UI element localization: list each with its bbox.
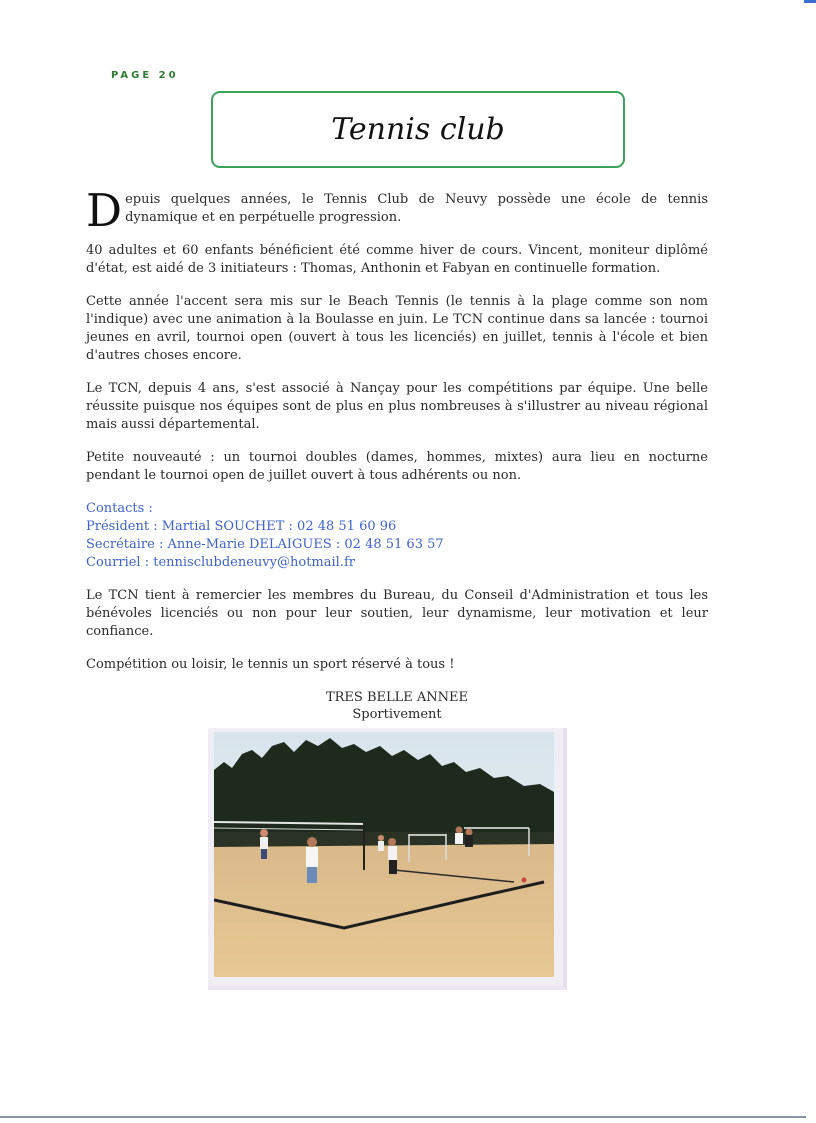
intro-text: epuis quelques années, le Tennis Club de Neuvy possède une école de tennis dynamique et en perpétuelle progression.	[125, 192, 708, 225]
drop-cap: D	[86, 184, 123, 237]
paragraph-beach-tennis: Cette année l'accent sera mis sur le Beach Tennis (le tennis à la plage comme son nom l'indique) avec une animation à la Boulasse en juin. Le TCN continue dans sa lancée : tournoi jeunes en avril, tournoi open (ouvert à tous les licenciés) en juillet, tennis à l'école et bien d'autres choses encore.	[86, 294, 708, 363]
closing-line-1: TRES BELLE ANNEE	[325, 690, 469, 705]
paragraph-thanks: Le TCN tient à remercier les membres du Bureau, du Conseil d'Administration et tous les bénévoles licenciés ou non pour leur soutien, leur dynamisme, leur motivation et leur confiance.	[86, 588, 708, 639]
corner-mark	[804, 0, 816, 3]
paragraph-members: 40 adultes et 60 enfants bénéficient été comme hiver de cours. Vincent, moniteur diplômé d'état, est aidé de 3 initiateurs : Thomas, Anthonin et Fabyan en continuelle formation.	[86, 243, 708, 276]
contacts-block	[86, 500, 708, 572]
bottom-rule	[0, 1116, 806, 1118]
photo-frame	[208, 728, 567, 990]
beach-tennis-photo	[214, 732, 554, 977]
closing-line-2: Sportivement	[352, 707, 442, 722]
paragraph-slogan: Compétition ou loisir, le tennis un sport réservé à tous !	[86, 657, 455, 672]
closing-block	[86, 689, 708, 723]
contacts-heading: Contacts :	[86, 501, 153, 516]
paragraph-doubles: Petite nouveauté : un tournoi doubles (dames, hommes, mixtes) aura lieu en nocturne pendant le tournoi open de juillet ouvert à tous adhérents ou non.	[86, 450, 708, 483]
article-body	[86, 184, 708, 723]
contact-secretary: Secrétaire : Anne-Marie DELAIGUES : 02 48 51 63 57	[86, 537, 444, 552]
page-title: Tennis club	[331, 112, 505, 147]
intro-paragraph	[86, 184, 708, 237]
paragraph-competitions: Le TCN, depuis 4 ans, s'est associé à Nançay pour les compétitions par équipe. Une belle réussite puisque nos équipes sont de plus en plus nombreuses à s'illustrer au niveau régional mais aussi départemental.	[86, 381, 708, 432]
contact-email: Courriel : tennisclubdeneuvy@hotmail.fr	[86, 555, 355, 570]
contact-president: Président : Martial SOUCHET : 02 48 51 60 96	[86, 519, 397, 534]
page-number-label: PAGE 20	[111, 70, 179, 81]
title-box	[211, 91, 625, 168]
